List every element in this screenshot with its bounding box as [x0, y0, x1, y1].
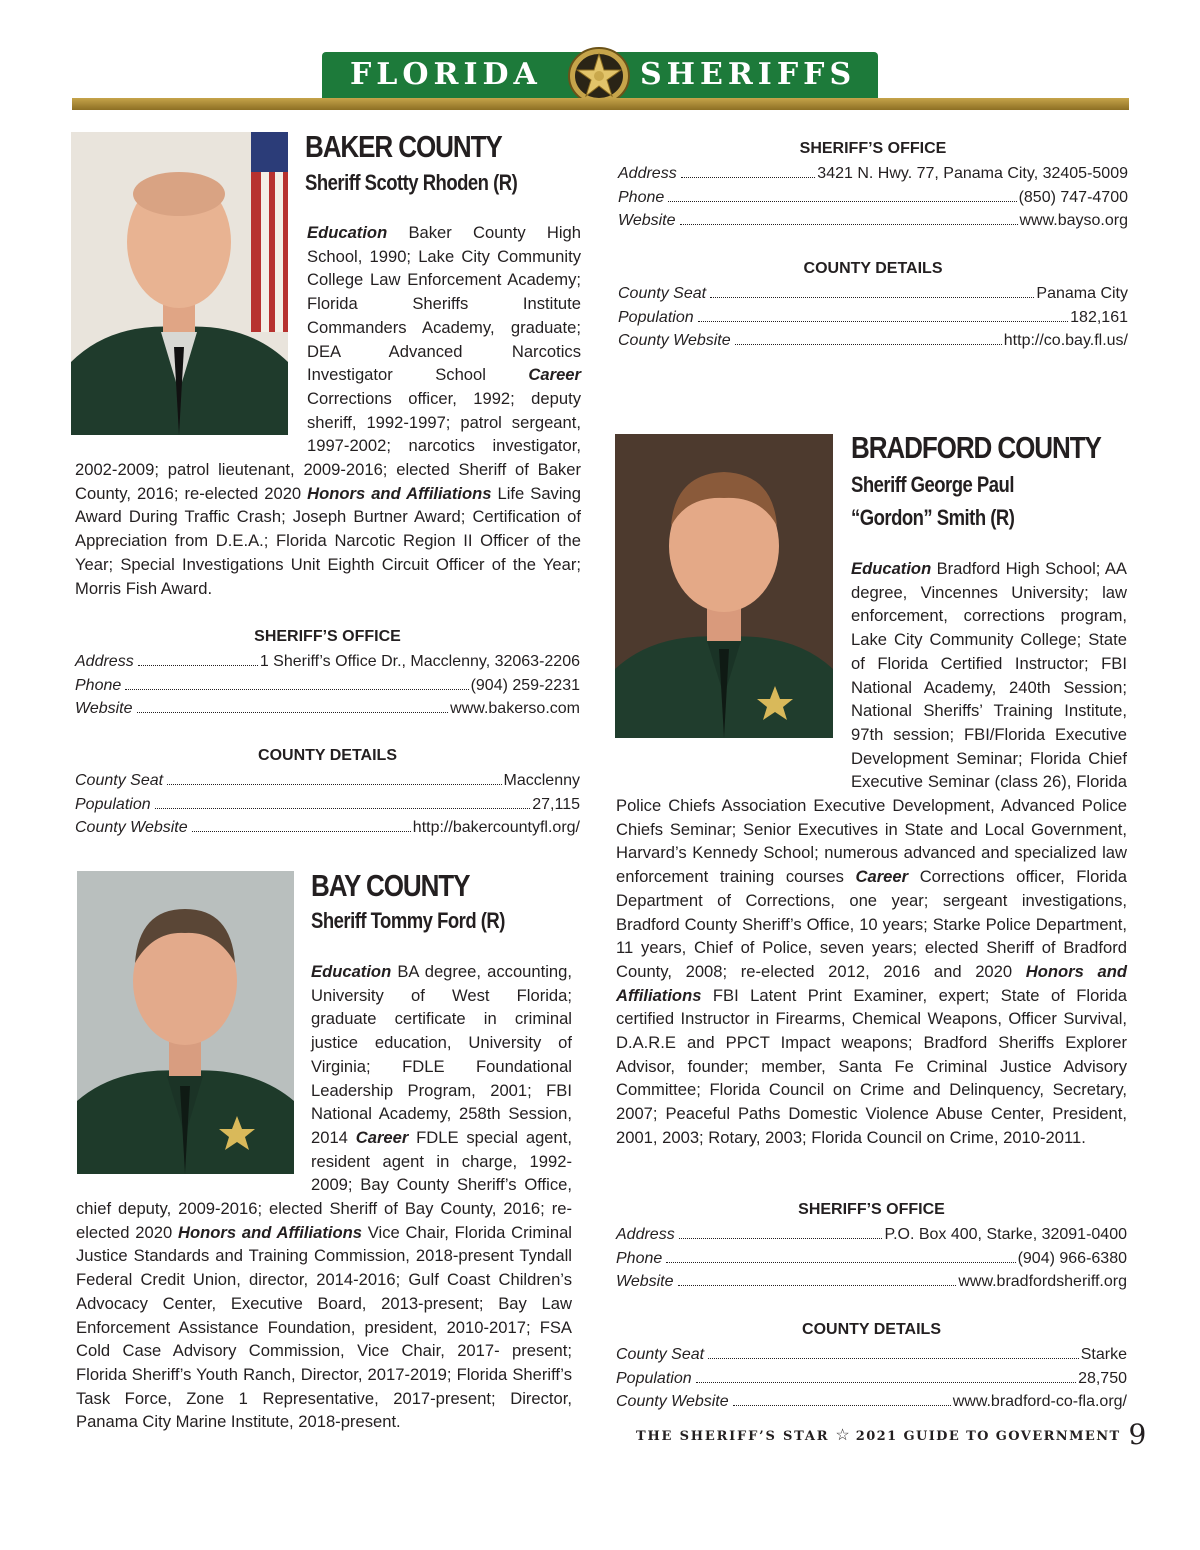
bay-office-title: SHERIFF’S OFFICE [799, 140, 947, 157]
baker-county-heading: BAKER COUNTY [305, 129, 502, 164]
baker-details-title: COUNTY DETAILS [258, 747, 397, 764]
bay-details-title: COUNTY DETAILS [803, 260, 943, 277]
footer-publication: THE SHERIFF’S STAR [636, 1429, 830, 1444]
bradford-office-website-row: Website www.bradfordsheriff.org [616, 1273, 1127, 1291]
bradford-bio [616, 557, 1127, 1150]
bradford-county-seat-row: County Seat Starke [616, 1346, 1127, 1364]
baker-bio-text: Baker County High School, 1990; Lake City Community College Law Enforcement Academy; Florida Sheriffs Institute Commanders Academy, graduate; DEA Advanced Narcotics Investigator School [307, 223, 581, 385]
bradford-county-details [616, 1318, 1127, 1414]
baker-sheriff-name: Sheriff Scotty Rhoden (R) [305, 170, 518, 195]
bradford-office-address-row: Address P.O. Box 400, Starke, 32091-0400 [616, 1226, 1127, 1244]
bradford-office-phone-row: Phone (904) 966-6380 [616, 1249, 1127, 1267]
baker-sheriffs-office [75, 625, 580, 721]
bay-county-seat-row: County Seat Panama City [618, 285, 1128, 303]
bay-bio-career-label: Career [355, 1127, 409, 1147]
page-number: 9 [1128, 1418, 1147, 1451]
baker-county-details [75, 744, 580, 840]
bay-bio-education-label: Education [311, 962, 392, 981]
baker-bio-honors-label: Honors and Affiliations [307, 483, 492, 503]
bradford-county-heading: BRADFORD COUNTY [851, 430, 1101, 465]
bradford-details-title: COUNTY DETAILS [802, 1321, 941, 1338]
bay-county-heading: BAY COUNTY [311, 868, 470, 903]
bradford-bio-career-label: Career [855, 867, 909, 887]
bradford-sheriff-name-line1: Sheriff George Paul [851, 472, 1014, 497]
page-footer [636, 1414, 1147, 1451]
bay-office-website-row: Website www.bayso.org [618, 212, 1128, 230]
baker-office-title: SHERIFF’S OFFICE [254, 628, 401, 645]
bradford-sheriff-name-line2: “Gordon” Smith (R) [851, 505, 1015, 530]
bay-population-row: Population 182,161 [618, 308, 1128, 326]
bay-bio-honors-label: Honors and Affiliations [178, 1222, 362, 1242]
bay-bio-text: FDLE special agent, resident agent in charge, 1992-2009; Bay County Sheriff’s Office, chief deputy, 2009-2016; elected Sheriff of Bay County, 2016; re-elected 2020 [76, 1127, 572, 1242]
bradford-bio-honors-label: Honors and Affiliations [616, 961, 1127, 1005]
baker-office-website-row: Website www.bakerso.com [75, 700, 580, 718]
baker-bio-text: Life Saving Award During Traffic Crash; Joseph Burtner Award; Certification of Appreciation from D.E.A.; Florida Narcotic Region II Officer of the Year; Special Investigations Unit Eighth Circuit Officer of the Year; Morris Fish Award. [75, 483, 581, 598]
bradford-sheriffs-office [616, 1198, 1127, 1294]
baker-county-website-row: County Website http://bakercountyfl.org/ [75, 819, 580, 837]
baker-bio-text: Corrections officer, 1992; deputy sheriff, 1992-1997; patrol sergeant, 1997-2002; narcotics investigator, 2002-2009; patrol lieutenant, 2009-2016; elected Sheriff of Baker County, 2016; re-elected 2020 [75, 388, 581, 503]
bay-bio-text: BA degree, accounting, University of West Florida; graduate certificate in criminal justice education, University of Virginia; FDLE Foundational Leadership Program, 2001; FBI National Academy, 258th Session, 2014 [311, 962, 572, 1147]
bay-county-website-row: County Website http://co.bay.fl.us/ [618, 332, 1128, 350]
bradford-bio-text: FBI Latent Print Examiner, expert; State of Florida certified Instructor in Firearms, Chemical Weapons, Officer Survival, D.A.R.E and PPCT Impact weapons; Bradford Sheriffs Explorer Advisor, founder; member, Santa Fe Criminal Justice Advisory Committee; Florida Council on Crime and Delinquency, Secretary, 2007; Peaceful Paths Domestic Violence Abuse Center, President, 2001, 2003; Rotary, 2003; Florida Council on Crime, 2010-2011. [616, 985, 1127, 1147]
bay-office-phone-row: Phone (850) 747-4700 [618, 188, 1128, 206]
footer-star-icon: ☆ [835, 1425, 850, 1444]
bradford-bio-text: Bradford High School; AA degree, Vincennes University; law enforcement, corrections program, Lake City Community College; State of Florida Certified Instructor; FBI National Academy, 240th Session; National Sheriffs’ Training Institute, 97th session; FBI/Florida Executive Development Seminar; Florida Chief Executive Seminar (class 26), Florida Police Chiefs Association Executive Development, Advanced Police Chiefs Seminar; Senior Executives in State and Local Government, Harvard’s Kennedy School; numerous advanced and specialized law enforcement training courses [616, 559, 1127, 887]
header-gold-rule [72, 98, 1129, 110]
bradford-office-title: SHERIFF’S OFFICE [798, 1201, 945, 1218]
bay-sheriffs-office [618, 137, 1128, 233]
sheriff-star-icon [566, 46, 632, 106]
footer-guide-title: 2021 GUIDE TO GOVERNMENT [855, 1429, 1121, 1444]
bradford-population-row: Population 28,750 [616, 1369, 1127, 1387]
bay-sheriff-name: Sheriff Tommy Ford (R) [311, 908, 505, 933]
bradford-county-website-row: County Website www.bradford-co-fla.org/ [616, 1393, 1127, 1411]
bradford-bio-text: Corrections officer, Florida Department of Corrections, one year; sergeant investigations, Bradford County Sheriff’s Office, 10 years; Starke Police Department, 11 years, Chief of Police, seven years; elected Sheriff of Bradford County, 2008; re-elected 2012, 2016 and 2020 [616, 867, 1127, 981]
baker-office-address-row: Address 1 Sheriff’s Office Dr., Macclenny, 32063-2206 [75, 653, 580, 671]
bradford-bio-education-label: Education [851, 559, 932, 578]
baker-bio [75, 221, 581, 600]
bay-bio [76, 960, 572, 1434]
baker-population-row: Population 27,115 [75, 795, 580, 813]
baker-bio-career-label: Career [528, 365, 581, 385]
header-title-left: FLORIDA [350, 57, 542, 92]
header-title-right: SHERIFFS [640, 57, 857, 92]
baker-office-phone-row: Phone (904) 259-2231 [75, 676, 580, 694]
baker-county-seat-row: County Seat Macclenny [75, 772, 580, 790]
bay-county-details [618, 257, 1128, 353]
baker-bio-education-label: Education [307, 223, 388, 242]
bay-bio-text: Vice Chair, Florida Criminal Justice Standards and Training Commission, 2018-present Tyndall Federal Credit Union, director, 2014-2016; Gulf Coast Children’s Advocacy Center, Executive Board, 2013-present; Bay Law Enforcement Assistance Foundation, president, 2010-2017; FSA Cold Case Advisory Commission, Vice Chair, 2017- present; Florida Sheriff’s Youth Ranch, Director, 2017-2019; Florida Sheriff’s Task Force, Zone 1 Representative, 2017-present; Director, Panama City Marine Institute, 2018-present. [76, 1222, 572, 1432]
bay-office-address-row: Address 3421 N. Hwy. 77, Panama City, 32405-5009 [618, 165, 1128, 183]
